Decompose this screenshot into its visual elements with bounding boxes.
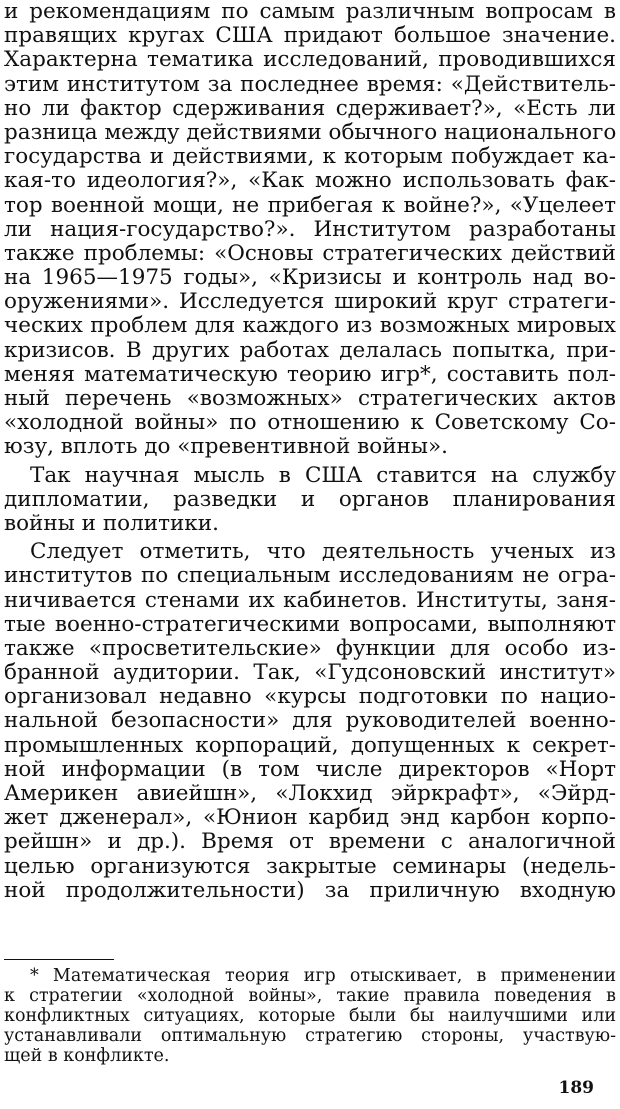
text-line: кая-то идеология?», «Как можно использовать фак- xyxy=(4,169,616,194)
text-line: бранной аудитории. Так, «Гудсоновский институт» xyxy=(4,661,616,686)
text-line: ной информации (в том числе директоров «Норт xyxy=(4,757,616,782)
text-line: Следует отметить, что деятельность ученых из xyxy=(30,540,616,565)
footnote-block xyxy=(4,966,616,1066)
text-line: рейшн» и др.). Время от времени с аналогичной xyxy=(4,830,616,855)
text-line: тые военно-стратегическими вопросами, выполняют xyxy=(4,612,616,637)
text-line: институтов по специальным исследованиям не огра- xyxy=(4,564,616,589)
text-line: ничивается стенами их кабинетов. Институты, заня- xyxy=(4,588,616,613)
text-line: оружениями». Исследуется широкий круг стратеги- xyxy=(4,290,616,315)
text-line: и рекомендациям по самым различным вопросам в xyxy=(4,0,616,24)
text-line: промышленных корпораций, допущенных к секрет- xyxy=(4,733,616,758)
text-line: также «просветительские» функции для особо из- xyxy=(4,636,616,661)
text-line: ный перечень «возможных» стратегических актов xyxy=(4,387,616,411)
text-line: ной продолжительности) за приличную входную xyxy=(4,878,616,903)
text-line: на 1965—1975 годы», «Кризисы и контроль над во- xyxy=(4,266,616,291)
text-line: этим институтом за последнее время: «Действитель- xyxy=(4,72,616,97)
text-line: также проблемы: «Основы стратегических действий xyxy=(4,241,616,266)
text-line: но ли фактор сдерживания сдерживает?», «Есть ли xyxy=(4,96,616,121)
text-line: организовал недавно «курсы подготовки по нацио- xyxy=(4,685,616,710)
text-line: войны и политики. xyxy=(4,511,219,536)
text-line: целью организуются закрытые семинары (недель- xyxy=(4,854,616,879)
text-line: юзу, вплоть до «превентивной войны». xyxy=(4,435,448,460)
footnote-line: щей в конфликте. xyxy=(4,1046,170,1066)
text-line: кризисов. В других работах делалась попытка, при- xyxy=(4,338,616,363)
text-line: Так научная мысль в США ставится на службу xyxy=(30,463,616,488)
text-line: разница между действиями обычного национального xyxy=(4,120,616,145)
text-line: ли нация-государство?». Институтом разработаны xyxy=(4,217,616,242)
text-line: жет дженерал», «Юнион карбид энд карбон корпо- xyxy=(4,806,616,831)
text-line: меняя математическую теорию игр*, составить пол- xyxy=(4,362,616,387)
footnote-line: к стратегии «холодной войны», такие правила поведения в xyxy=(4,986,616,1006)
text-line: нальной безопасности» для руководителей военно- xyxy=(4,709,616,734)
text-line: правящих кругах США придают большое значение. xyxy=(4,24,616,49)
text-line: дипломатии, разведки и органов планирования xyxy=(4,487,616,512)
text-line: Характерна тематика исследований, проводившихся xyxy=(4,48,616,73)
text-line: ческих проблем для каждого из возможных мировых xyxy=(4,314,616,339)
footnote-separator xyxy=(4,959,114,960)
text-line: государства и действиями, к которым побуждает ка- xyxy=(4,145,616,170)
text-line: «холодной войны» по отношению к Советскому Со- xyxy=(4,411,616,436)
text-line: тор военной мощи, не прибегая к войне?», «Уцелеет xyxy=(4,193,616,218)
footnote-line: * Математическая теория игр отыскивает, в применении xyxy=(30,966,616,986)
footnote-line: конфликтных ситуациях, которые были бы наилучшими или xyxy=(4,1006,616,1026)
text-line: Америкен авиейшн», «Локхид эйркрафт», «Эйрд- xyxy=(4,782,616,806)
page-number: 189 xyxy=(558,1078,594,1098)
main-text-block xyxy=(4,0,616,903)
footnote-line: устанавливали оптимальную стратегию стороны, участвую- xyxy=(4,1026,616,1046)
